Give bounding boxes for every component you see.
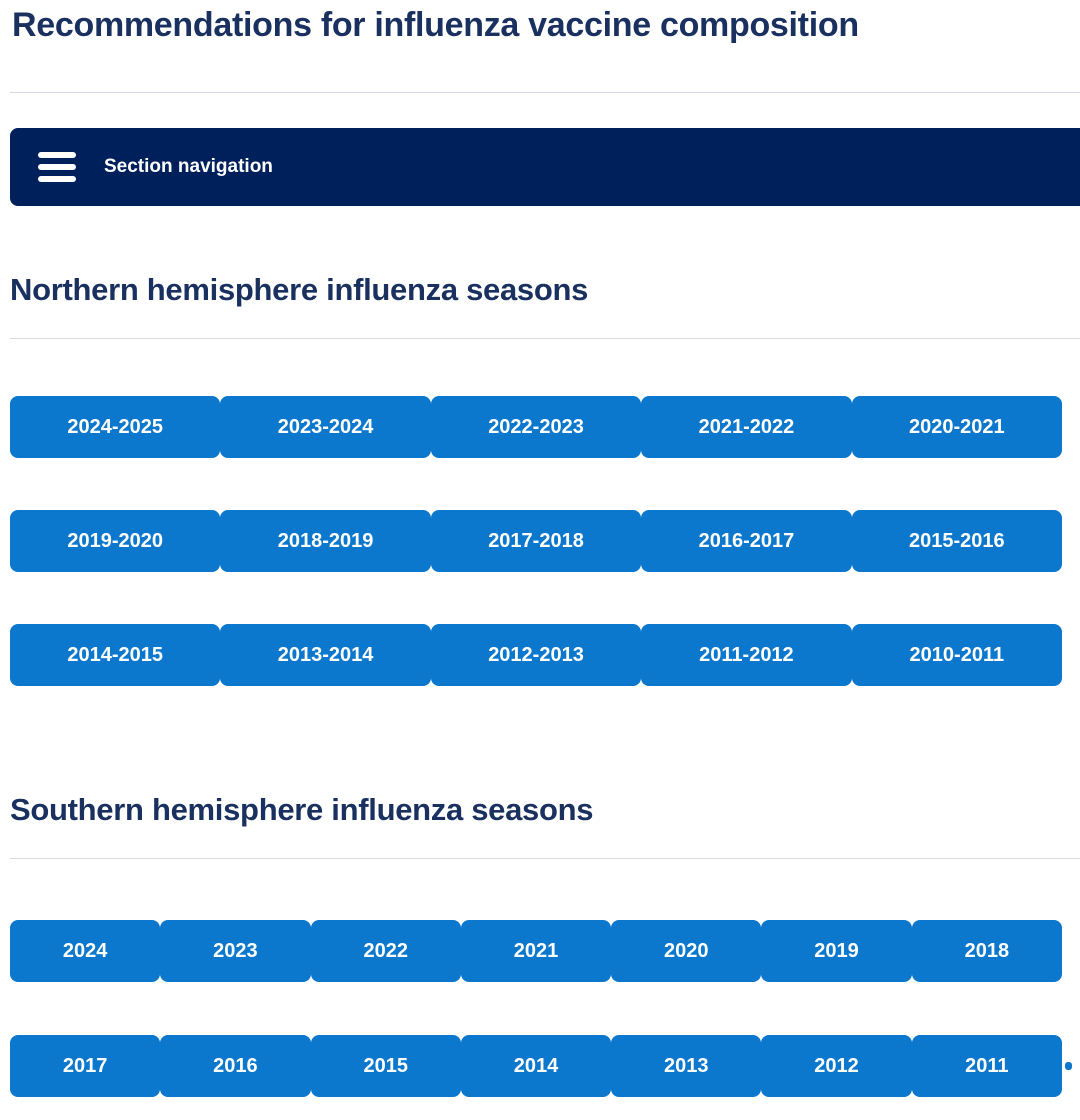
section-navigation-label: Section navigation: [104, 156, 273, 177]
season-button-2022[interactable]: 2022: [311, 920, 461, 982]
northern-hemisphere-heading: Northern hemisphere influenza seasons: [10, 272, 589, 307]
season-button-2014-2015[interactable]: 2014-2015: [10, 624, 220, 686]
season-button-2011-2012[interactable]: 2011-2012: [641, 624, 851, 686]
season-row: [10, 510, 1062, 572]
season-button-2018-2019[interactable]: 2018-2019: [220, 510, 430, 572]
season-button-2023[interactable]: 2023: [160, 920, 310, 982]
divider: [10, 858, 1080, 859]
season-button-2022-2023[interactable]: 2022-2023: [431, 396, 641, 458]
divider: [10, 92, 1080, 93]
hamburger-icon[interactable]: [38, 152, 76, 182]
season-button-2023-2024[interactable]: 2023-2024: [220, 396, 430, 458]
season-button-2021-2022[interactable]: 2021-2022: [641, 396, 851, 458]
page-title: Recommendations for influenza vaccine composition: [12, 6, 859, 44]
season-button-2010-2011[interactable]: 2010-2011: [852, 624, 1062, 686]
season-button-2016[interactable]: 2016: [160, 1035, 310, 1097]
season-button-2018[interactable]: 2018: [912, 920, 1062, 982]
season-button-2017-2018[interactable]: 2017-2018: [431, 510, 641, 572]
season-button-2012[interactable]: 2012: [761, 1035, 911, 1097]
season-button-2017[interactable]: 2017: [10, 1035, 160, 1097]
season-button-2011[interactable]: 2011: [912, 1035, 1062, 1097]
season-button-2012-2013[interactable]: 2012-2013: [431, 624, 641, 686]
season-button-2024[interactable]: 2024: [10, 920, 160, 982]
section-navigation-bar[interactable]: [10, 128, 1080, 206]
season-row: [10, 396, 1062, 458]
southern-season-buttons: [10, 920, 1062, 1097]
divider: [10, 338, 1080, 339]
season-button-2021[interactable]: 2021: [461, 920, 611, 982]
northern-season-buttons: [10, 396, 1062, 686]
season-row: [10, 920, 1062, 982]
season-row: [10, 624, 1062, 686]
season-button-2015-2016[interactable]: 2015-2016: [852, 510, 1062, 572]
season-button-2016-2017[interactable]: 2016-2017: [641, 510, 851, 572]
season-button-2013[interactable]: 2013: [611, 1035, 761, 1097]
season-button-2015[interactable]: 2015: [311, 1035, 461, 1097]
southern-hemisphere-heading: Southern hemisphere influenza seasons: [10, 792, 594, 827]
season-button-2019[interactable]: 2019: [761, 920, 911, 982]
season-row: [10, 1035, 1062, 1097]
season-button-2020-2021[interactable]: 2020-2021: [852, 396, 1062, 458]
clipped-next-button-edge: [1065, 1062, 1072, 1070]
page: [0, 6, 1080, 1097]
season-button-2013-2014[interactable]: 2013-2014: [220, 624, 430, 686]
season-button-2020[interactable]: 2020: [611, 920, 761, 982]
season-button-2019-2020[interactable]: 2019-2020: [10, 510, 220, 572]
season-button-2014[interactable]: 2014: [461, 1035, 611, 1097]
season-button-2024-2025[interactable]: 2024-2025: [10, 396, 220, 458]
